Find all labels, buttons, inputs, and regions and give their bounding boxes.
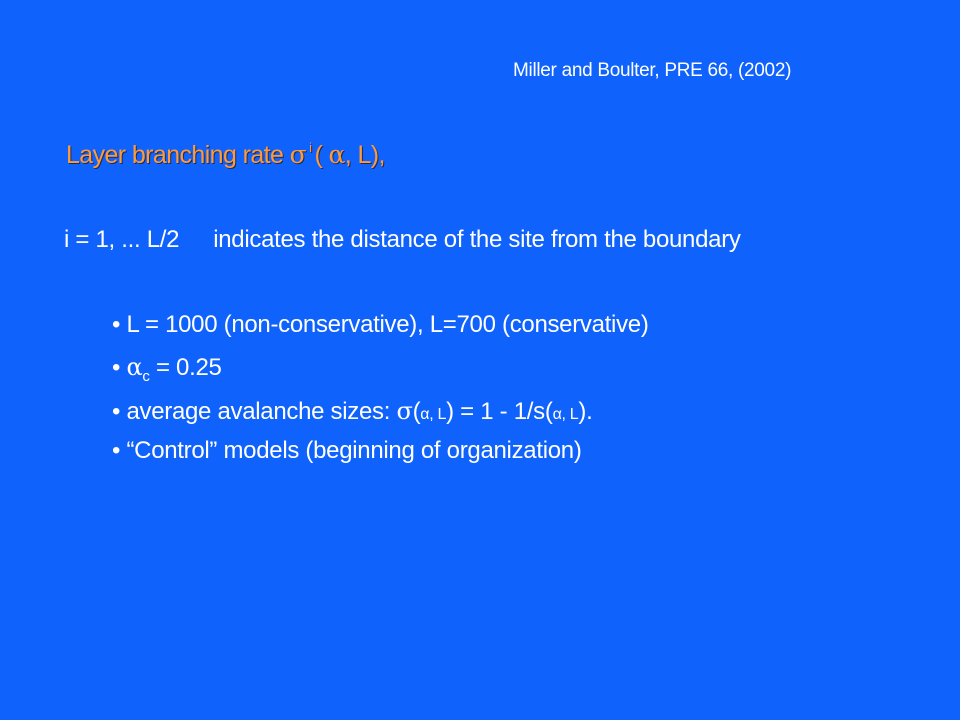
alpha-symbol: α <box>126 353 143 381</box>
title-prefix: Layer branching rate <box>66 141 290 169</box>
avalanche-label: • average avalanche sizes: <box>112 398 397 425</box>
title-sigma: σ <box>289 140 307 169</box>
bullet-avalanche-sizes <box>112 397 592 426</box>
bullet-alpha-critical <box>112 353 222 385</box>
index-description: indicates the distance of the site from the boundary <box>213 226 741 253</box>
avalanche-args2: α, L <box>552 406 579 423</box>
title-superscript: i <box>306 140 315 155</box>
index-range: i = 1, ... L/2 <box>64 226 180 253</box>
citation: Miller and Boulter, PRE 66, (2002) <box>513 60 792 81</box>
bullet-system-size: • L = 1000 (non-conservative), L=700 (conservative) <box>112 311 649 338</box>
avalanche-end: ). <box>578 398 593 425</box>
index-definition-line <box>64 226 741 254</box>
title-open: ( <box>314 141 329 169</box>
title-alpha: α <box>328 140 345 169</box>
avalanche-mid: ) = 1 - 1/s( <box>446 398 553 425</box>
slide-title <box>66 140 385 170</box>
avalanche-open: ( <box>412 398 421 425</box>
alpha-value: = 0.25 <box>149 354 222 381</box>
avalanche-sigma: σ <box>396 397 413 425</box>
avalanche-args: α, L <box>420 406 447 423</box>
bullet-marker: • <box>112 354 127 381</box>
bullet-control-models: • “Control” models (beginning of organization) <box>112 437 582 464</box>
alpha-subscript: c <box>142 368 150 385</box>
title-close: , L), <box>344 141 385 169</box>
